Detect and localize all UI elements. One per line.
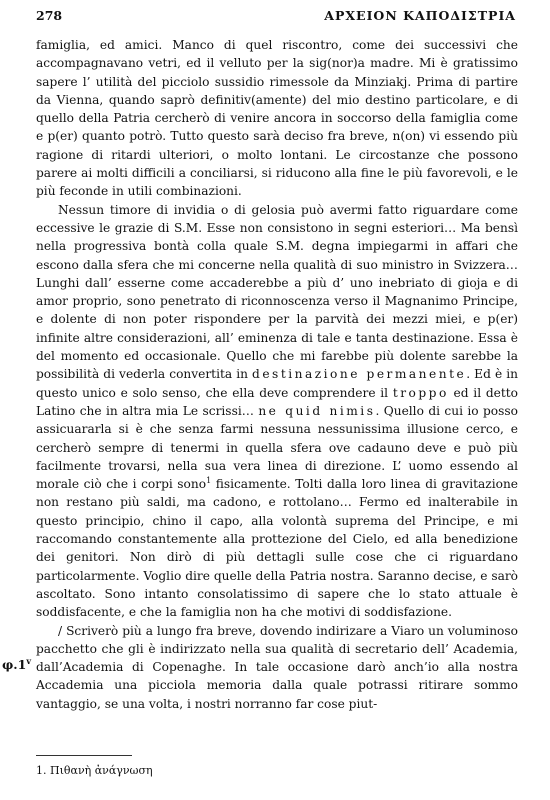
folio-verso-mark: v xyxy=(26,655,32,666)
paragraph-2 xyxy=(36,201,518,622)
paragraph-3: / Scriverò più a lungo fra breve, dovendo indirizare a Viaro un voluminoso pacchetto che gli è indirizzato nella sua qualità di secretario dell’ Academia, dall’Academia di Copenaghe. In tale occasione darò anch’io alla nostra Accademia una picciola memoria dalla quale potrassi ritirare sommo vantaggio, se una volta, i nostri norranno far cose piut- xyxy=(36,623,518,711)
footnote-reference[interactable]: 1 xyxy=(206,476,212,486)
page-number: 278 xyxy=(36,8,63,23)
spaced-phrase-destinazione: destinazione permanente xyxy=(252,367,467,382)
spaced-word-troppo: troppo xyxy=(392,385,449,400)
folio-margin-note xyxy=(2,657,31,672)
footnote-divider xyxy=(36,755,132,756)
page-header xyxy=(36,8,516,28)
folio-label: φ.1 xyxy=(2,657,27,672)
paragraph-2-text-h: fisicamente. Tolti dalla loro linea di gravitazione non restano più saldi, ma cadono, e rottolano… Fermo ed inalterabile in questo principio, chino il capo, alla volontà suprema del Principe, e mi raccomando constantemente alla prottezione del Cielo, ed alla benedizione dei genitori. Non dirò di più dettagli sulle cose che ci riguardano particolarmente. Voglio dire quelle della Patria nostra. Saranno decise, e sarò ascoltato. Sono intanto consolatissimo di sapere che lo stato attuale è soddisfacente, e che la famiglia non ha che motivi di soddisfazione. xyxy=(36,477,519,620)
paragraph-2-text-c: . Ed è in questo unico e solo senso, che ella deve comprendere il xyxy=(36,367,518,400)
paragraph-1: famiglia, ed amici. Manco di quel riscontro, come dei successivi che accompagnavano vetri, ed il velluto per la sig(nor)a madre. Mi è gratissimo sapere l’ utilità del picciolo sussidio rimessole da Minziakj. Prima di partire da Vienna, quando saprò definitiv(amente) del mio destino particolare, e di quello della Patria cercherò di venire ancora in soccorso della famiglia come e p(er) quanto potrò. Tutto questo sarà deciso fra breve, n(on) vi essendo più ragione di ritardi ulteriori, o molto lontani. Le circostanze che possono parere ai molti difficili a conciliarsi, si riducono alla fine le più favorevoli, e le più feconde in utili combinazioni. xyxy=(36,38,518,199)
paragraph-2-text-e: ed il detto Latino che in altra mia Le scrissi… xyxy=(36,385,518,418)
footnote: 1. Πιθανὴ ἀνάγνωση xyxy=(36,764,153,777)
spaced-phrase-ne-quid-nimis: ne quid nimis xyxy=(258,403,376,418)
paragraph-2-text-a: Nessun timore di invidia o di gelosia può avermi fatto riguardare come eccessive le grazie di S.M. Esse non consistono in segni esteriori… Ma bensì nella progressiva bontà colla quale S.M. degna impiegarmi in affari che escono dalla sfera che mi concerne nella qualità di suo ministro in Svizzera… Lunghi dall’ esserne come accaderebbe a più d’ uno inebriato di gioja e di amor proprio, sono penetrato di riconnoscenza verso il Magnanimo Principe, e dolente di non poter rispondere per la parvità dei mezzi miei, e p(er) infinite altre considerazioni, all’ eminenza di tale e tanta destinazione. Essa è del momento ed occasionale. Quello che mi farebbe più dolente sarebbe la possibilità di vederla convertita in xyxy=(36,202,518,382)
running-title: ΑΡΧΕΙΟΝ ΚΑΠΟΔΙΣΤΡΙΑ xyxy=(324,8,516,23)
document-body xyxy=(36,36,518,713)
paragraph-2-text-g: . Quello di cui io posso assicuararla si è che senza farmi nessuna nessunissima illusione cerco, e cercherò sempre di tenermi in quella sfera ove cadauno deve e può più facilmente trovarsi, nella sua vera linea di direzione. L’ uomo essendo al morale ciò che i corpi sono xyxy=(36,403,518,492)
